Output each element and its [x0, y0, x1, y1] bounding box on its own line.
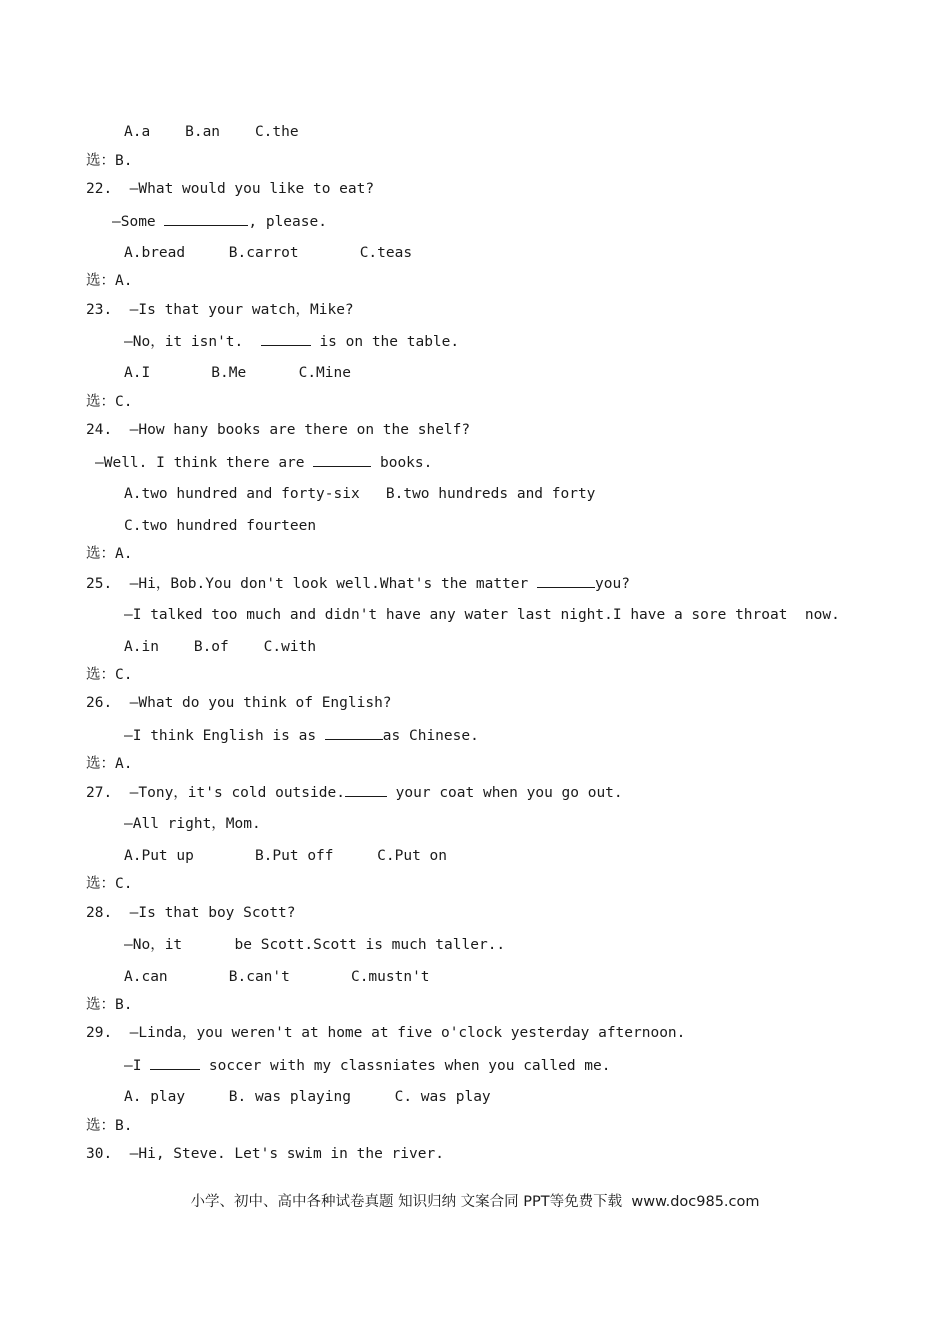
q23-answer: 选：C.	[86, 394, 133, 410]
q25-question	[86, 573, 630, 594]
q27-question-start: 27. —Tony，it's cold outside.	[86, 785, 345, 801]
q29-response-end: soccer with my classniates when you called me.	[200, 1058, 611, 1074]
q23-response	[124, 331, 459, 352]
q28-question: 28. —Is that boy Scott?	[86, 905, 296, 921]
q26-blank	[325, 725, 383, 740]
q25-options: A.in B.of C.with	[124, 639, 317, 655]
q29-question: 29. —Linda，you weren't at home at five o'clock yesterday afternoon.	[86, 1025, 686, 1041]
q26-response	[124, 725, 479, 746]
q27-question	[86, 782, 623, 803]
q28-answer: 选：B.	[86, 997, 133, 1013]
q26-response-start: —I think English is as	[124, 728, 325, 744]
q23-options: A.I B.Me C.Mine	[124, 365, 351, 381]
q26-answer: 选：A.	[86, 756, 133, 772]
q25-answer: 选：C.	[86, 667, 133, 683]
q29-answer: 选：B.	[86, 1118, 133, 1134]
q24-response-end: books.	[371, 455, 433, 471]
q25-question-end: you?	[595, 576, 630, 592]
q22-response	[112, 211, 327, 232]
q30-question: 30. —Hi, Steve. Let's swim in the river.	[86, 1146, 444, 1162]
q25-question-start: 25. —Hi，Bob.You don't look well.What's the matter	[86, 576, 537, 592]
q25-blank	[537, 573, 595, 588]
q22-answer: 选：A.	[86, 273, 133, 289]
q21-answer: 选：B.	[86, 153, 133, 169]
q25-response: —I talked too much and didn't have any water last night.I have a sore throat now.	[124, 607, 840, 623]
q27-options: A.Put up B.Put off C.Put on	[124, 848, 448, 864]
q24-response-start: —Well. I think there are	[95, 455, 314, 471]
q29-blank	[150, 1055, 200, 1070]
q27-blank	[345, 782, 387, 797]
q22-question: 22. —What would you like to eat?	[86, 181, 375, 197]
page-footer: 小学、初中、高中各种试卷真题 知识归纳 文案合同 PPT等免费下载 www.doc985.com	[190, 1194, 760, 1210]
q29-response	[124, 1055, 611, 1076]
q24-answer: 选：A.	[86, 546, 133, 562]
q26-response-end: as Chinese.	[382, 728, 479, 744]
q23-response-start: —No，it isn't.	[124, 334, 261, 350]
q24-question: 24. —How hany books are there on the shelf?	[86, 422, 471, 438]
q27-answer: 选：C.	[86, 876, 133, 892]
q24-option-c: C.two hundred fourteen	[124, 518, 317, 534]
q22-blank	[164, 211, 248, 226]
q22-response-end: , please.	[248, 214, 327, 230]
q23-question: 23. —Is that your watch，Mike?	[86, 302, 354, 318]
q24-response	[95, 452, 432, 473]
q22-options: A.bread B.carrot C.teas	[124, 245, 413, 261]
q29-options: A. play B. was playing C. was play	[124, 1089, 491, 1105]
q21-options: A.a B.an C.the	[124, 124, 299, 140]
q29-response-start: —I	[124, 1058, 151, 1074]
q23-response-end: is on the table.	[310, 334, 460, 350]
q27-question-end: your coat when you go out.	[386, 785, 623, 801]
q24-options: A.two hundred and forty-six B.two hundreds and forty	[124, 486, 596, 502]
q26-question: 26. —What do you think of English?	[86, 695, 392, 711]
q28-options: A.can B.can't C.mustn't	[124, 969, 430, 985]
q24-blank	[313, 452, 371, 467]
q22-response-start: —Some	[112, 214, 165, 230]
q23-blank	[261, 331, 311, 346]
q28-response: —No，it be Scott.Scott is much taller..	[124, 937, 506, 953]
q27-response: —All right，Mom.	[124, 816, 261, 832]
